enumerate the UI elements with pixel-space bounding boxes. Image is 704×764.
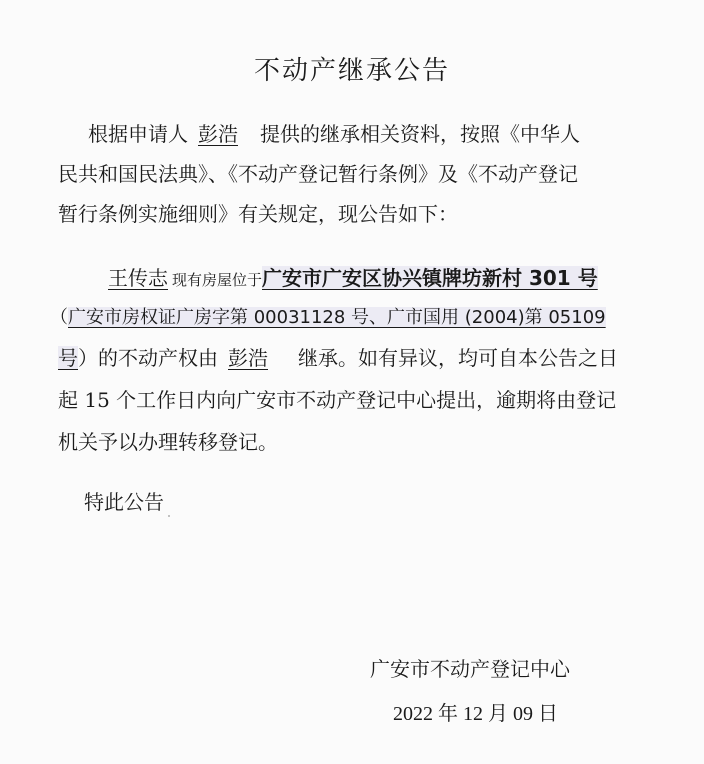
paragraph-2-line-1 bbox=[108, 264, 598, 294]
paragraph-2-line-3 bbox=[58, 344, 618, 372]
paragraph-2-line-5: 机关予以办理转移登记。 bbox=[58, 430, 278, 454]
paragraph-1-line-2: 民共和国民法典》、《不动产登记暂行条例》及《不动产登记 bbox=[58, 162, 578, 186]
property-address: 广安市广安区协兴镇牌坊新村 301 号 bbox=[262, 266, 598, 290]
paragraph-1-line-3: 暂行条例实施细则》有关规定，现公告如下： bbox=[58, 202, 458, 226]
owner-name: 王传志 bbox=[108, 266, 168, 290]
paragraph-1-line-1 bbox=[88, 120, 580, 148]
paragraph-2-line-2 bbox=[50, 304, 606, 332]
notice-title: 不动产继承公告 bbox=[253, 56, 450, 86]
applicant-name: 彭浩 bbox=[198, 122, 238, 146]
issuer-name: 广安市不动产登记中心 bbox=[370, 657, 570, 681]
issue-date: 2022 年 12 月 09 日 bbox=[393, 703, 558, 725]
transfer-text: ）的不动产权由 bbox=[78, 346, 218, 370]
paragraph-2-line-4: 起 15 个工作日内向广安市不动产登记中心提出，逾期将由登记 bbox=[58, 388, 617, 412]
located-label: 现有房屋位于 bbox=[172, 271, 263, 289]
certificate-number: 广安市房权证广房字第 00031128 号、广市国用 (2004)第 05109 bbox=[68, 307, 606, 328]
open-paren: （ bbox=[50, 307, 68, 328]
closing-text: 特此公告 bbox=[84, 490, 164, 514]
scan-speck bbox=[168, 515, 170, 517]
certificate-suffix: 号 bbox=[58, 346, 78, 370]
heir-name: 彭浩 bbox=[228, 346, 268, 370]
intro-text-cont: 提供的继承相关资料，按照《中华人 bbox=[260, 122, 580, 146]
intro-text: 根据申请人 bbox=[88, 122, 188, 146]
objection-text: 继承。如有异议，均可自本公告之日 bbox=[298, 346, 618, 370]
